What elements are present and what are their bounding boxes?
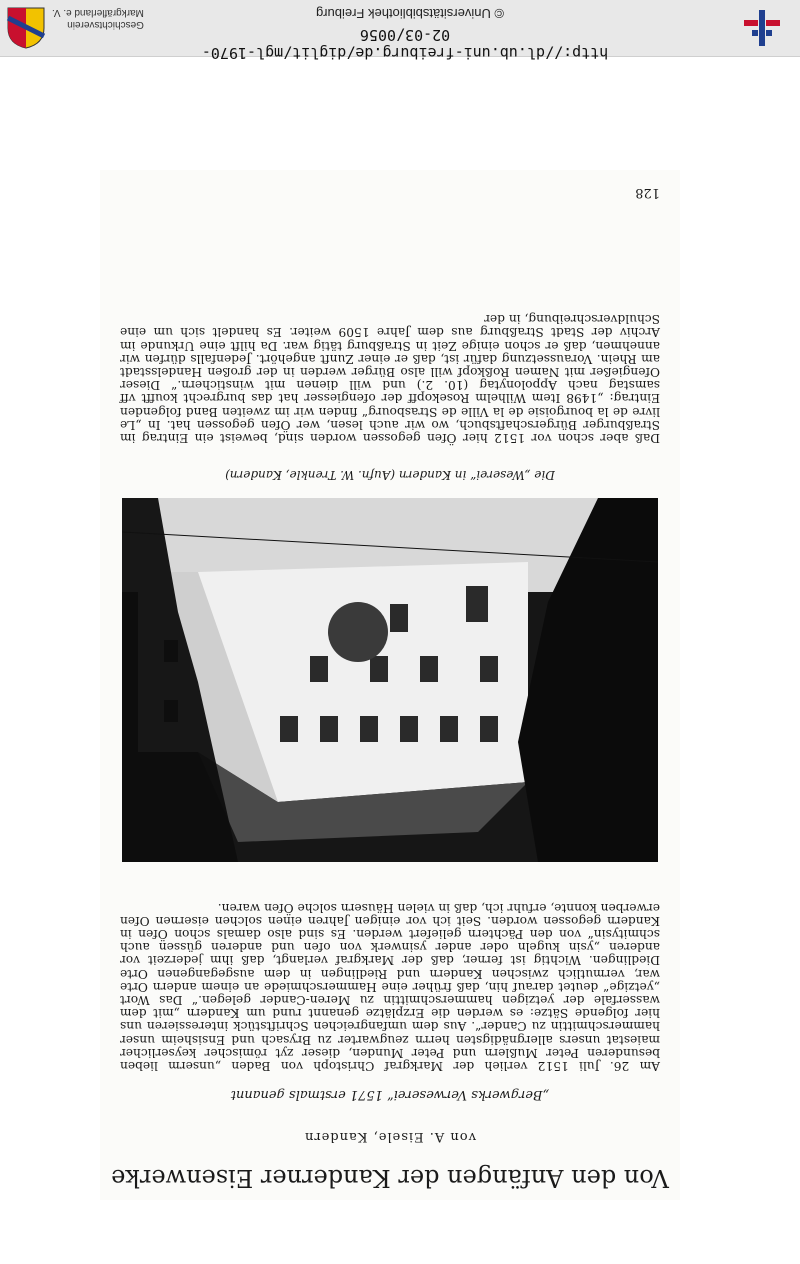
paragraph-1: Am 26. Juli 1512 verlieh der Markgraf Christoph von Baden „unserm lieben besunderen Peter Mußlern und Peter Munden, dieser zyt römischer keyserlicher maiestat unsers allergnädigsten herrn zeugwarter zu Brysach und Ensisheim unser hammerschmittin zu Cander“. Aus dem umfangreichen Schriftstück interessieren uns hier folgende Sätze: es werden die Erzplätze genannt rund um Kandern „mit dem wasserfale der yetzigen hammerschmittin zu Meren-Cander gelegen.“ Das Wort „yetzige“ deutet darauf hin, daß früher eine Hammerschmiede an einem andern Orte war, vermutlich zwischen Kandern und Riedlingen in dem ausgegangenen Orte Diedlingen. Wichtig ist ferner, daß der Markgraf verlangt, daß ihm jederzeit vor anderen „ysin kugeln oder ander ysinwerk von ofen und anderen güssen auch schmitysin“ von den Pächtern geliefert werden. Es sind also damals schon Öfen in Kandern gegossen worden. Seit ich vor einigen Jahren einen solchen eisernen Ofen erwerben konnte, erfuhr ich, daß in vielen Häusern solche Öfen waren. (120, 900, 660, 1073)
article-subtitle: „Bergwerks Verweserei“ 1571 erstmals genannt (230, 1087, 550, 1102)
viewer-header (0, 0, 800, 62)
photo-caption: Die „Weserei“ in Kandern (Aufn. W. Trenkle, Kandern) (225, 468, 555, 482)
society-crest-icon (6, 6, 46, 50)
article-byline: von A. Eisele, Kandern (304, 1129, 476, 1144)
weserei-photo (122, 498, 658, 862)
scanned-page (100, 170, 680, 1200)
article-title: Von den Anfängen der Kanderner Eisenwerke (111, 1164, 669, 1192)
document-url[interactable]: http://dl.ub.uni-freiburg.de/diglit/mgl-1970-02-03/0056 (201, 26, 609, 62)
page-number: 128 (635, 185, 660, 200)
society-name: Geschichtsverein Markgräflerland e. V. (52, 7, 144, 30)
university-library-logo-icon[interactable] (742, 8, 782, 48)
copyright-notice: © Universitätsbibliothek Freiburg (315, 6, 505, 21)
paragraph-2: Daß aber schon vor 1512 hier Öfen gegossen worden sind, beweist ein Eintrag im Straßburger Bürgerschaftsbuch, wo wir auch lesen, wer Öfen gegossen hat. In „Le livre de la bourgoisie de la Ville de Strasbourg“ finden wir im zweiten Band folgenden Eintrag: „1498 Item Wilhelm Rosekopff der ofengiesser hat das burgrecht koufft vff samstag nach Appolonytag (10. 2.) und will dienen mit winstichern.“ Dieser Ofengießer mit Namen Roßkopf will also Bürger werden in der großen Handelsstadt am Rhein. Voraussetzung dafür ist, daß er einer Zunft angehört. Jedenfalls dürfen wir annehmen, daß er schon einige Zeit in Straßburg tätig war. Da hilft eine Urkunde im Archiv der Stadt Straßburg aus dem Jahre 1509 weiter. Es handelt sich um eine Schuldverschreibung, in der (120, 312, 660, 445)
